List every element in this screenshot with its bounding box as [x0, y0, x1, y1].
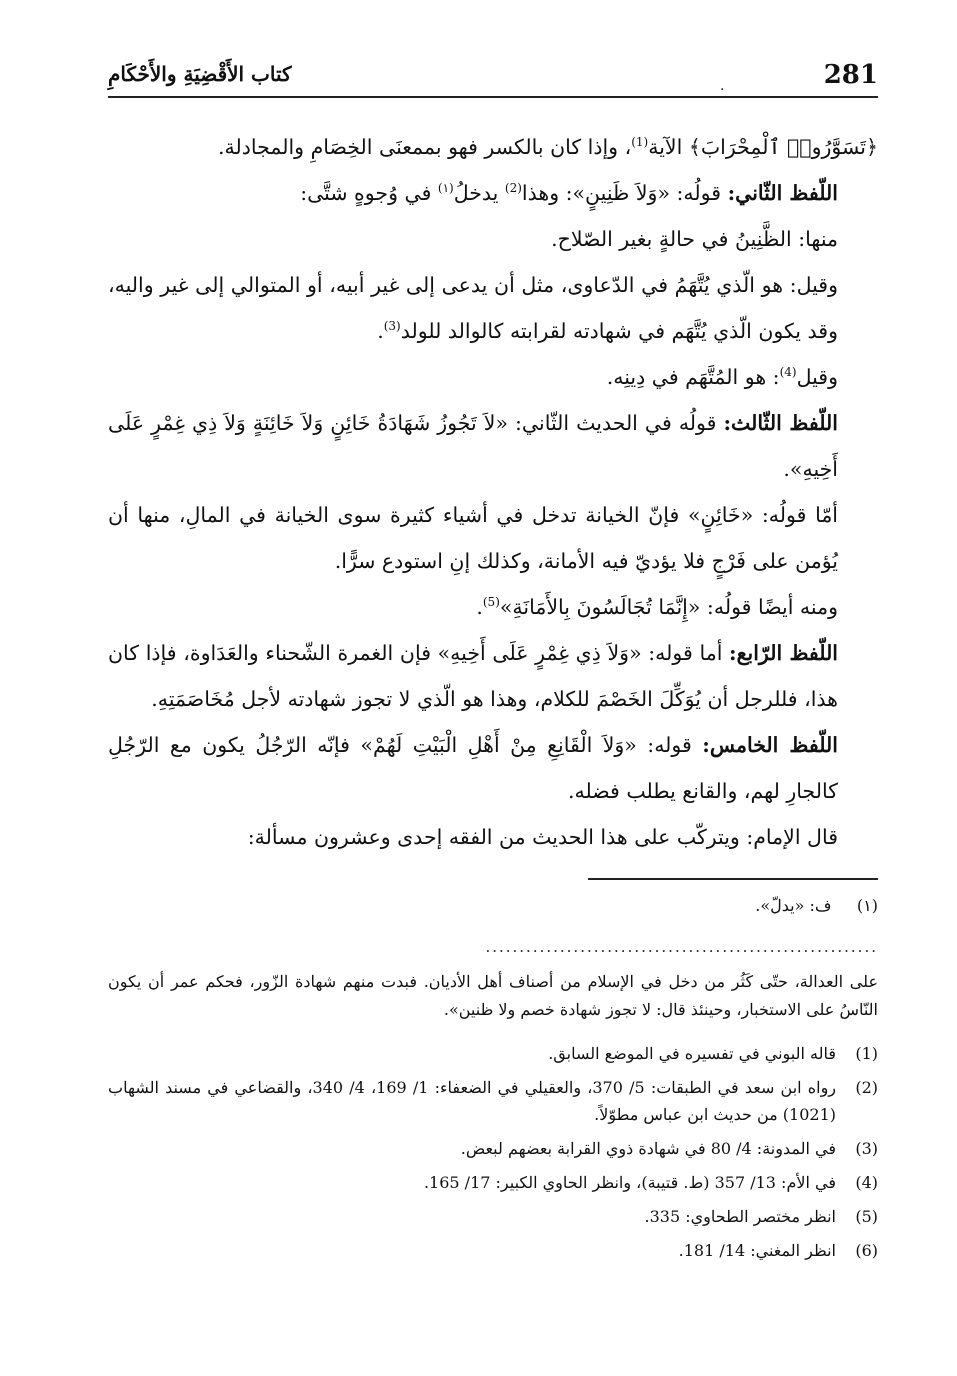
paragraph — [108, 492, 878, 584]
footnote-number: (2) — [855, 1078, 878, 1097]
text-run: قولُه: «وَلاَ ظَنِينٍ»: وهذا — [521, 181, 728, 205]
text-run: قال الإمام: ويتركّب على هذا الحديث من الفقه إحدى وعشرون مسألة: — [247, 825, 838, 849]
text-run: قولُه في الحديث الثّاني: «لاَ تَجُوزُ شَهَادَةُ خَائِنٍ وَلاَ خَائِنَةٍ وَلاَ ذِي غِمْرٍ عَلَى أَخِيهِ». — [108, 411, 838, 481]
section-term: اللّفظ الرّابع: — [729, 641, 839, 665]
footnote-ref: (١) — [437, 181, 454, 196]
text-run: . — [377, 319, 384, 343]
paragraph — [108, 170, 878, 216]
footnote-text: انظر المغني: 14/ 181. — [678, 1241, 836, 1260]
main-text — [108, 124, 878, 860]
text-run: ، وإذا كان بالكسر فهو بممعنَى الخِصَامِ والمجادلة. — [218, 135, 632, 159]
header-rule — [108, 96, 878, 98]
text-run: : هو المُتَّهَم في دِينِه. — [606, 365, 780, 389]
footnote-number: (1) — [855, 1044, 878, 1063]
footnote-item — [108, 1237, 878, 1264]
footnote-item — [108, 1203, 878, 1230]
header-dot: . — [720, 78, 725, 94]
manuscript-footnote-number: (١) — [856, 896, 878, 915]
footnote-text: في المدونة: 4/ 80 في شهادة ذوي القرابة بعضهم لبعض. — [460, 1139, 836, 1158]
footnote-separator — [588, 878, 878, 880]
running-title: كتاب الأَقْضِيَةِ والأَحْكَامِ — [108, 62, 292, 86]
footnote-continuation — [108, 968, 878, 1024]
text-run: ومنه أيضًا قولُه: «إِنَّمَا تُجَالَسُونَ بِالأَمَانَةِ» — [499, 595, 838, 619]
footnote-ref: (5) — [482, 595, 500, 610]
footnote-ref: (3) — [383, 319, 401, 334]
section-term: اللّفظ الخامس: — [702, 733, 838, 757]
footnote-item — [108, 1040, 878, 1067]
text-run: ﴿تَسَوَّرُوا۟ ٱلْمِحْرَابَ﴾ الآية — [648, 135, 878, 159]
footnote-item — [108, 1135, 878, 1162]
text-run: وقيل: هو الّذي يُتَّهَمُ في الدّعاوى، مثل أن يدعى إلى غير أبيه، أو المتوالي إلى غير واليه، وقد يكون الّذي يُتَّهَم في شهادته لقرابته كالوالد للولد — [108, 273, 838, 343]
footnote-number: (5) — [855, 1207, 878, 1226]
page-header — [108, 52, 878, 98]
footnote-text: انظر مختصر الطحاوي: 335. — [644, 1207, 836, 1226]
text-run: قوله: «وَلاَ الْقَانِعِ مِنْ أَهْلِ الْبَيْتِ لَهُمْ» فإنّه الرّجُلُ يكون مع الرّجُلِ كالجارِ لهم، والقانع يطلب فضله. — [108, 733, 838, 803]
text-run: . — [476, 595, 483, 619]
footnote-continuation-text: على العدالة، حتّى كَثُر من دخل في الإسلام من أصناف أهل الأديان. فبدت منهم شهادة الزّور، فحكم عمر أن يكون النّاسُ على الاستخبار، وحينئذ قال: لا تجوز شهادة خصم ولا ظنين». — [108, 972, 878, 1019]
text-run: منها: الظَّنِينُ في حالةٍ بغير الصّلاح. — [551, 227, 838, 251]
text-run: وقيل — [796, 365, 838, 389]
paragraph — [108, 400, 878, 492]
page-number: 281 — [823, 60, 878, 90]
paragraph — [108, 124, 878, 170]
section-term: اللّفظ الثّالث: — [723, 411, 838, 435]
footnote-text: في الأم: 13/ 357 (ط. قتيبة)، وانظر الحاوي الكبير: 17/ 165. — [423, 1173, 836, 1192]
paragraph — [108, 584, 878, 630]
paragraph — [108, 354, 878, 400]
footnote-text: رواه ابن سعد في الطبقات: 5/ 370، والعقيلي في الضعفاء: 1/ 169، 4/ 340، والقضاعي في مسند الشهاب (1021) من حديث ابن عباس مطوّلاً. — [108, 1078, 837, 1124]
paragraph — [108, 722, 878, 814]
footnote-number: (6) — [855, 1241, 878, 1260]
footnote-item — [108, 1169, 878, 1196]
dotted-separator: .......................................................... — [485, 938, 878, 956]
footnote-number: (4) — [855, 1173, 878, 1192]
footnote-ref: (4) — [779, 365, 797, 380]
manuscript-footnote-text: ف: «يدلّ». — [755, 896, 832, 915]
paragraph — [108, 216, 878, 262]
footnote-item — [108, 1074, 878, 1128]
footnote-ref: (2) — [504, 181, 522, 196]
paragraph — [108, 630, 878, 722]
text-run: في وُجوهٍ شتَّى: — [300, 181, 438, 205]
text-run: يدخلُ — [453, 181, 505, 205]
manuscript-footnote — [108, 892, 878, 920]
footnote-number: (3) — [855, 1139, 878, 1158]
footnote-text: قاله البوني في تفسيره في الموضع السابق. — [548, 1044, 836, 1063]
footnote-ref: (1) — [631, 135, 649, 150]
text-run: أما قوله: «وَلاَ ذِي غِمْرٍ عَلَى أَخِيهِ» فإن الغمرة الشّحناء والعَدَاوة، فإذا كان هذا، فللرجل أن يُوَكِّلَ الخَصْمَ للكلام، وهذا هو الّذي لا تجوز شهادته لأجل مُخَاصَمَتِهِ. — [108, 641, 838, 711]
section-term: اللّفظ الثّاني: — [727, 181, 838, 205]
paragraph — [108, 262, 878, 354]
text-run: أمّا قولُه: «خَائِنٍ» فإنّ الخيانة تدخل في أشياء كثيرة سوى الخيانة في المالِ، منها أن يُؤمن على فَرْجٍ فلا يؤديّ فيه الأمانة، وكذلك إنِ استودع سرًّا. — [108, 503, 838, 573]
paragraph — [108, 814, 878, 860]
footnotes-list — [108, 1040, 878, 1271]
